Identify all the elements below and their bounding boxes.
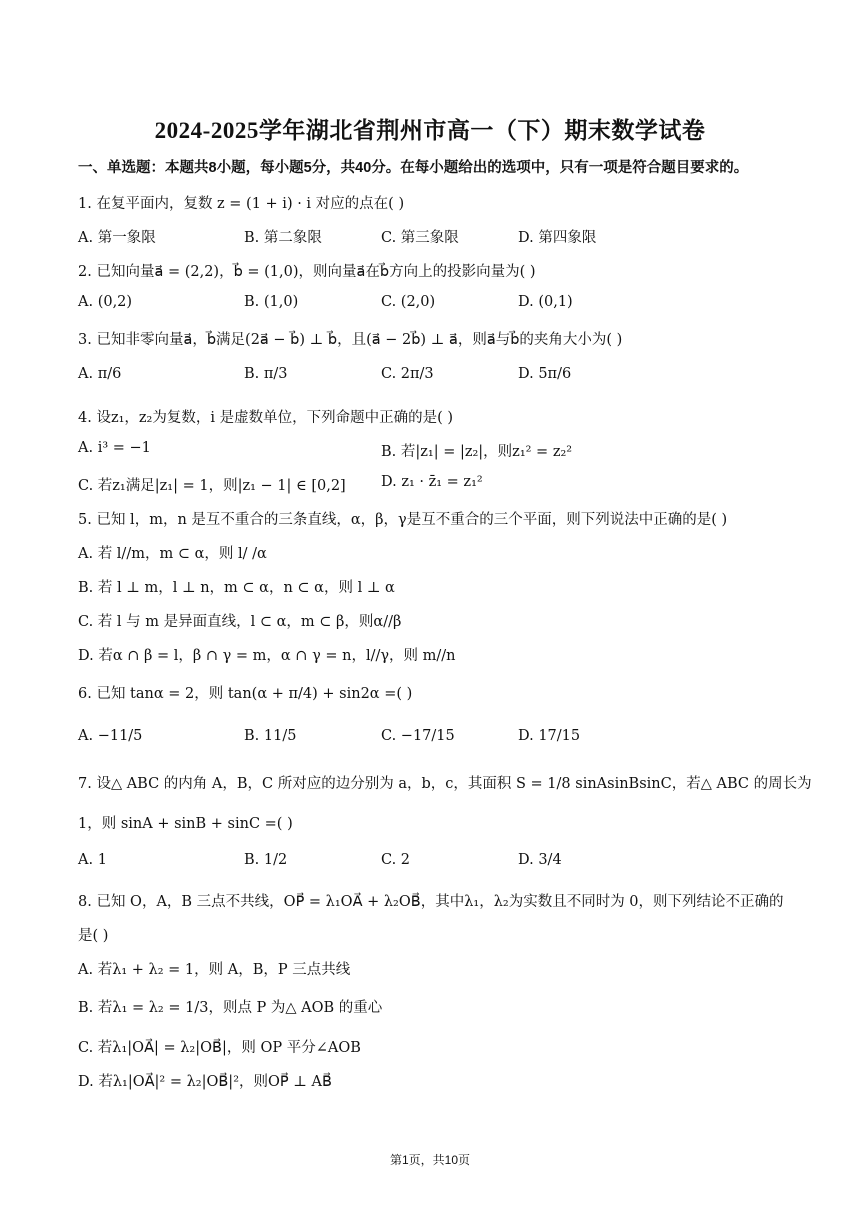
question-2-option-d: D. (0,1): [518, 294, 573, 310]
question-3-option-c: C. 2π/3: [381, 366, 434, 382]
question-2-stem: 2. 已知向量a⃗ = (2,2)，b⃗ = (1,0)，则向量a⃗在b⃗方向上的投影向量为( ): [78, 264, 536, 280]
question-8-stem-line-1: 8. 已知 O，A，B 三点不共线，OP⃗ = λ₁OA⃗ + λ₂OB⃗，其中λ₁，λ₂为实数且不同时为 0，则下列结论不正确的: [78, 894, 784, 910]
question-5-stem: 5. 已知 l，m，n 是互不重合的三条直线，α，β，γ是互不重合的三个平面，则下列说法中正确的是( ): [78, 512, 728, 528]
question-4-option-c: C. 若z₁满足|z₁| = 1，则|z₁ − 1| ∈ [0,2]: [78, 478, 346, 494]
question-7-stem-line-2: 1，则 sinA + sinB + sinC =( ): [78, 816, 293, 832]
question-1-stem: 1. 在复平面内，复数 z = (1 + i) · i 对应的点在( ): [78, 196, 405, 212]
question-3-option-a: A. π/6: [78, 366, 122, 382]
question-5-option-a: A. 若 l//m，m ⊂ α，则 l/ /α: [78, 546, 267, 562]
question-2-option-a: A. (0,2): [78, 294, 133, 310]
question-6-option-c: C. −17/15: [381, 728, 455, 744]
question-7-option-d: D. 3/4: [518, 852, 562, 868]
question-7-option-a: A. 1: [78, 852, 107, 868]
page-footer: 第1页，共10页: [389, 1153, 471, 1167]
page-title: 2024-2025学年湖北省荆州市高一（下）期末数学试卷: [154, 118, 706, 143]
question-3-option-d: D. 5π/6: [518, 366, 572, 382]
question-2-option-b: B. (1,0): [244, 294, 299, 310]
question-3-option-b: B. π/3: [244, 366, 288, 382]
question-5-option-b: B. 若 l ⊥ m，l ⊥ n，m ⊂ α，n ⊂ α，则 l ⊥ α: [78, 580, 395, 596]
question-4-option-a: A. i³ = −1: [78, 440, 151, 456]
question-3-stem: 3. 已知非零向量a⃗，b⃗满足(2a⃗ − b⃗) ⊥ b⃗，且(a⃗ − 2b⃗) ⊥ a⃗，则a⃗与b⃗的夹角大小为( ): [78, 332, 623, 348]
question-4-option-b: B. 若|z₁| = |z₂|，则z₁² = z₂²: [381, 444, 573, 460]
question-7-stem-line-1: 7. 设△ ABC 的内角 A，B，C 所对应的边分别为 a，b，c，其面积 S = 1/8 sinAsinBsinC，若△ ABC 的周长为: [78, 776, 812, 792]
question-8-option-d: D. 若λ₁|OA⃗|² = λ₂|OB⃗|²，则OP⃗ ⊥ AB⃗: [78, 1074, 332, 1090]
question-5-option-d: D. 若α ∩ β = l，β ∩ γ = m，α ∩ γ = n，l//γ，则 m//n: [78, 648, 456, 664]
section-heading: 一、单选题：本题共8小题，每小题5分，共40分。在每小题给出的选项中，只有一项是符合题目要求的。: [78, 160, 749, 176]
question-1-option-c: C. 第三象限: [381, 230, 459, 246]
question-7-option-c: C. 2: [381, 852, 411, 868]
question-5-option-c: C. 若 l 与 m 是异面直线，l ⊂ α，m ⊂ β，则α//β: [78, 614, 402, 630]
question-1-option-a: A. 第一象限: [78, 230, 156, 246]
question-6-option-a: A. −11/5: [78, 728, 143, 744]
question-8-stem-line-2: 是( ): [78, 928, 109, 944]
question-6-stem: 6. 已知 tanα = 2，则 tan(α + π/4) + sin2α =( ): [78, 686, 413, 702]
question-8-option-c: C. 若λ₁|OA⃗| = λ₂|OB⃗|，则 OP 平分∠AOB: [78, 1040, 361, 1056]
question-6-option-b: B. 11/5: [244, 728, 297, 744]
question-2-option-c: C. (2,0): [381, 294, 436, 310]
question-4-stem: 4. 设z₁，z₂为复数，i 是虚数单位，下列命题中正确的是( ): [78, 410, 454, 426]
question-8-option-b: B. 若λ₁ = λ₂ = 1/3，则点 P 为△ AOB 的重心: [78, 1000, 383, 1016]
question-1-option-d: D. 第四象限: [518, 230, 597, 246]
question-4-option-d: D. z₁ · z̄₁ = z₁²: [381, 474, 483, 490]
question-1-option-b: B. 第二象限: [244, 230, 322, 246]
question-8-option-a: A. 若λ₁ + λ₂ = 1，则 A，B，P 三点共线: [78, 962, 351, 978]
question-7-option-b: B. 1/2: [244, 852, 288, 868]
question-6-option-d: D. 17/15: [518, 728, 581, 744]
